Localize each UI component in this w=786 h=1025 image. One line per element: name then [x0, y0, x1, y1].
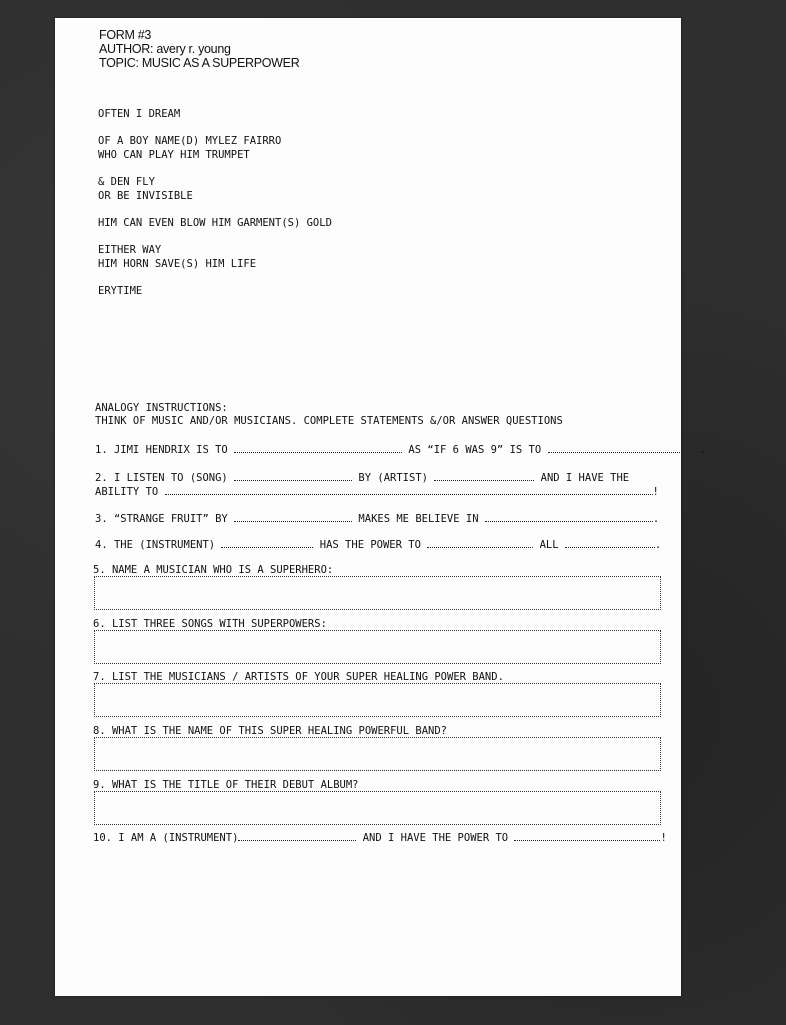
- question-8: 8. WHAT IS THE NAME OF THIS SUPER HEALING POWERFUL BAND?: [93, 725, 448, 737]
- q10-text-b: AND I HAVE THE POWER TO: [362, 832, 509, 844]
- q4-text-a: 4. THE (INSTRUMENT): [95, 539, 216, 551]
- q1-blank-2[interactable]: [548, 443, 700, 453]
- instructions-body: THINK OF MUSIC AND/OR MUSICIANS. COMPLETE STATEMENTS &/OR ANSWER QUESTIONS: [95, 415, 563, 427]
- q7-answer-box[interactable]: [94, 683, 661, 717]
- q1-text-b: AS “IF 6 WAS 9” IS TO: [408, 444, 542, 456]
- poem: [98, 107, 332, 311]
- poem-line: EITHER WAY: [98, 244, 162, 256]
- poem-stanza: [98, 216, 332, 230]
- q6-answer-box[interactable]: [94, 630, 661, 664]
- q3-blank-1[interactable]: [234, 512, 352, 522]
- question-2: [95, 471, 629, 484]
- q3-end: .: [652, 513, 660, 525]
- q4-end: .: [654, 539, 662, 551]
- q3-text-b: MAKES ME BELIEVE IN: [358, 513, 479, 525]
- question-2-cont: [95, 485, 659, 498]
- q1-end: .: [699, 444, 706, 456]
- q2-blank-artist[interactable]: [434, 471, 534, 481]
- poem-line: ERYTIME: [98, 285, 143, 297]
- question-7: 7. LIST THE MUSICIANS / ARTISTS OF YOUR SUPER HEALING POWER BAND.: [93, 671, 504, 683]
- q3-blank-2[interactable]: [485, 512, 653, 522]
- question-4: [95, 538, 661, 551]
- poem-line: OF A BOY NAME(D) MYLEZ FAIRRO: [98, 135, 282, 147]
- poem-stanza: [98, 134, 332, 162]
- instructions-title: ANALOGY INSTRUCTIONS:: [95, 402, 228, 414]
- q2-end: !: [652, 486, 659, 498]
- question-6: 6. LIST THREE SONGS WITH SUPERPOWERS:: [93, 618, 327, 630]
- q4-text-c: ALL: [539, 539, 559, 551]
- question-9: 9. WHAT IS THE TITLE OF THEIR DEBUT ALBUM?: [93, 779, 359, 791]
- question-1: [95, 443, 706, 456]
- q1-blank-1[interactable]: [234, 443, 402, 453]
- q4-text-b: HAS THE POWER TO: [319, 539, 421, 551]
- form-number: FORM #3: [99, 28, 152, 42]
- q2-text-a: 2. I LISTEN TO (SONG): [95, 472, 228, 484]
- form-header: [99, 28, 299, 70]
- q8-answer-box[interactable]: [94, 737, 661, 771]
- question-3: [95, 512, 659, 525]
- q10-end: !: [660, 832, 667, 844]
- q2-text-c: AND I HAVE THE: [540, 472, 630, 484]
- q1-text-a: 1. JIMI HENDRIX IS TO: [95, 444, 228, 456]
- poem-stanza: [98, 175, 332, 203]
- q5-answer-box[interactable]: [94, 576, 661, 610]
- form-sheet: [55, 18, 706, 996]
- poem-line: OFTEN I DREAM: [98, 108, 181, 120]
- form-author: AUTHOR: avery r. young: [99, 42, 231, 56]
- q2-text-d: ABILITY TO: [95, 486, 159, 498]
- poem-stanza: [98, 243, 332, 271]
- q2-blank-ability[interactable]: [165, 485, 653, 495]
- q4-blank-instrument[interactable]: [221, 538, 313, 548]
- q2-text-b: BY (ARTIST): [358, 472, 428, 484]
- poem-line: OR BE INVISIBLE: [98, 190, 193, 202]
- poem-line: HIM HORN SAVE(S) HIM LIFE: [98, 258, 257, 270]
- form-topic: TOPIC: MUSIC AS A SUPERPOWER: [99, 56, 300, 70]
- poem-stanza: [98, 107, 332, 121]
- question-10: [93, 831, 667, 844]
- poem-stanza: [98, 284, 332, 298]
- poem-line: HIM CAN EVEN BLOW HIM GARMENT(S) GOLD: [98, 217, 332, 229]
- poem-line: WHO CAN PLAY HIM TRUMPET: [98, 149, 250, 161]
- q4-blank-power[interactable]: [427, 538, 533, 548]
- poem-line: & DEN FLY: [98, 176, 155, 188]
- q10-text-a: 10. I AM A (INSTRUMENT): [93, 832, 239, 844]
- q3-text-a: 3. “STRANGE FRUIT” BY: [95, 513, 228, 525]
- q4-blank-all[interactable]: [565, 538, 655, 548]
- q10-blank-instrument[interactable]: [238, 831, 356, 841]
- question-5: 5. NAME A MUSICIAN WHO IS A SUPERHERO:: [93, 564, 334, 576]
- q9-answer-box[interactable]: [94, 791, 661, 825]
- q10-blank-power[interactable]: [514, 831, 660, 841]
- q2-blank-song[interactable]: [234, 471, 352, 481]
